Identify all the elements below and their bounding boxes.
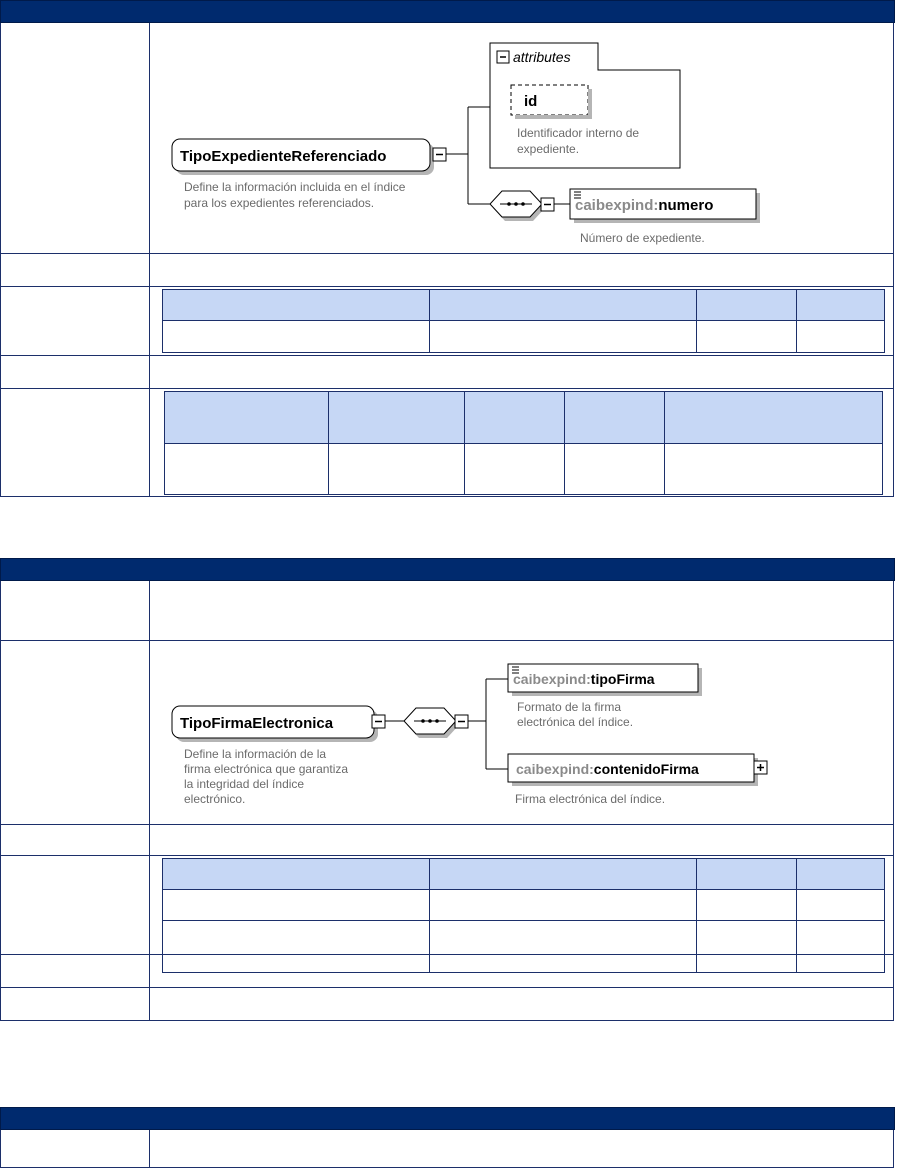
table-row xyxy=(163,890,885,921)
root-type-name: TipoFirmaElectronica xyxy=(180,715,334,732)
element-contenidofirma-label: caibexpind:contenidoFirma xyxy=(516,761,699,777)
row-label-cell xyxy=(1,1130,150,1167)
row-value-cell xyxy=(150,825,893,855)
row-e xyxy=(0,988,894,1021)
element-tipofirma-doc-line-1: Formato de la firma xyxy=(517,700,622,714)
row-label-cell xyxy=(1,254,150,286)
elements-table-1 xyxy=(162,289,885,353)
attribute-id-name: id xyxy=(524,93,538,110)
attributes-group xyxy=(490,43,680,168)
block-1-title-bar xyxy=(0,0,895,23)
element-contenidofirma-node[interactable] xyxy=(508,754,758,786)
sequence-collapse-icon[interactable] xyxy=(455,715,468,728)
diagram-row xyxy=(0,23,894,254)
row-d xyxy=(0,389,894,497)
row-label-cell xyxy=(1,641,150,824)
row-a xyxy=(0,1130,894,1168)
root-doc-line-1: Define la información de la xyxy=(184,747,327,761)
row-label-cell xyxy=(1,581,150,640)
attribute-id-box[interactable] xyxy=(511,85,588,115)
row-label-cell xyxy=(1,856,150,954)
diagram-row xyxy=(0,641,894,825)
root-type-node[interactable] xyxy=(172,139,434,175)
sequence-compositor[interactable] xyxy=(490,191,545,221)
schema-block-1 xyxy=(0,0,895,245)
element-contenidofirma-doc: Firma electrónica del índice. xyxy=(515,792,666,806)
root-doc-line-2: para los expedientes referenciados. xyxy=(184,196,375,210)
row-c xyxy=(0,356,894,389)
sequence-collapse-icon[interactable] xyxy=(541,198,554,211)
root-doc-line-2: firma electrónica que garantiza xyxy=(184,762,349,776)
root-doc-line-4: electrónico. xyxy=(184,792,246,806)
element-numero-label: caibexpind:numero xyxy=(575,197,714,214)
sequence-compositor[interactable] xyxy=(404,708,459,738)
row-value-cell xyxy=(150,955,893,987)
attributes-label: attributes xyxy=(513,49,571,65)
root-collapse-icon[interactable] xyxy=(372,715,385,728)
element-tipofirma-node[interactable] xyxy=(508,664,702,696)
row-label-cell xyxy=(1,287,150,355)
row-value-cell xyxy=(150,254,893,286)
row-label-cell xyxy=(1,23,150,253)
row-value-cell xyxy=(150,389,893,496)
row-label-cell xyxy=(1,356,150,388)
schema-block-3 xyxy=(0,1107,895,1130)
root-doc-line-3: la integridad del índice xyxy=(184,777,305,791)
row-label-cell xyxy=(1,825,150,855)
row-b xyxy=(0,825,894,856)
row-b xyxy=(0,287,894,356)
root-type-name: TipoExpedienteReferenciado xyxy=(180,148,387,165)
diagram-cell xyxy=(150,641,893,824)
element-numero-node[interactable] xyxy=(570,189,760,223)
row-value-cell xyxy=(150,287,893,355)
element-numero-doc: Número de expediente. xyxy=(580,231,705,245)
schema-diagram-1 xyxy=(150,23,894,253)
root-collapse-icon[interactable] xyxy=(433,148,446,161)
table-row xyxy=(163,321,885,353)
row-d xyxy=(0,955,894,988)
row-c xyxy=(0,856,894,955)
attribute-doc-line-2: expediente. xyxy=(517,142,580,156)
row-value-cell xyxy=(150,1130,893,1167)
contenidofirma-expand-icon[interactable] xyxy=(754,761,767,774)
block-2-title-bar xyxy=(0,558,895,581)
table-row xyxy=(165,444,883,495)
row-value-cell xyxy=(150,356,893,388)
diagram-cell xyxy=(150,23,893,253)
root-type-node[interactable] xyxy=(172,706,378,742)
attributes-collapse-icon[interactable] xyxy=(497,51,509,63)
row-label-cell xyxy=(1,988,150,1020)
table-header-row xyxy=(163,859,885,890)
row-label-cell xyxy=(1,955,150,987)
row-a xyxy=(0,254,894,287)
row-value-cell xyxy=(150,856,893,954)
row-value-cell xyxy=(150,581,893,640)
element-tipofirma-doc-line-2: electrónica del índice. xyxy=(517,715,634,729)
table-header-row xyxy=(163,290,885,321)
root-doc-line-1: Define la información incluida en el índice xyxy=(184,180,406,194)
schema-block-2 xyxy=(0,558,895,806)
block-3-title-bar xyxy=(0,1107,895,1130)
attributes-table-1 xyxy=(164,391,883,495)
attribute-doc-line-1: Identificador interno de xyxy=(517,126,640,140)
table-header-row xyxy=(165,392,883,444)
row-value-cell xyxy=(150,988,893,1020)
row-label-cell xyxy=(1,389,150,496)
schema-diagram-2 xyxy=(150,641,894,824)
row-a xyxy=(0,581,894,641)
element-tipofirma-label: caibexpind:tipoFirma xyxy=(513,671,655,687)
